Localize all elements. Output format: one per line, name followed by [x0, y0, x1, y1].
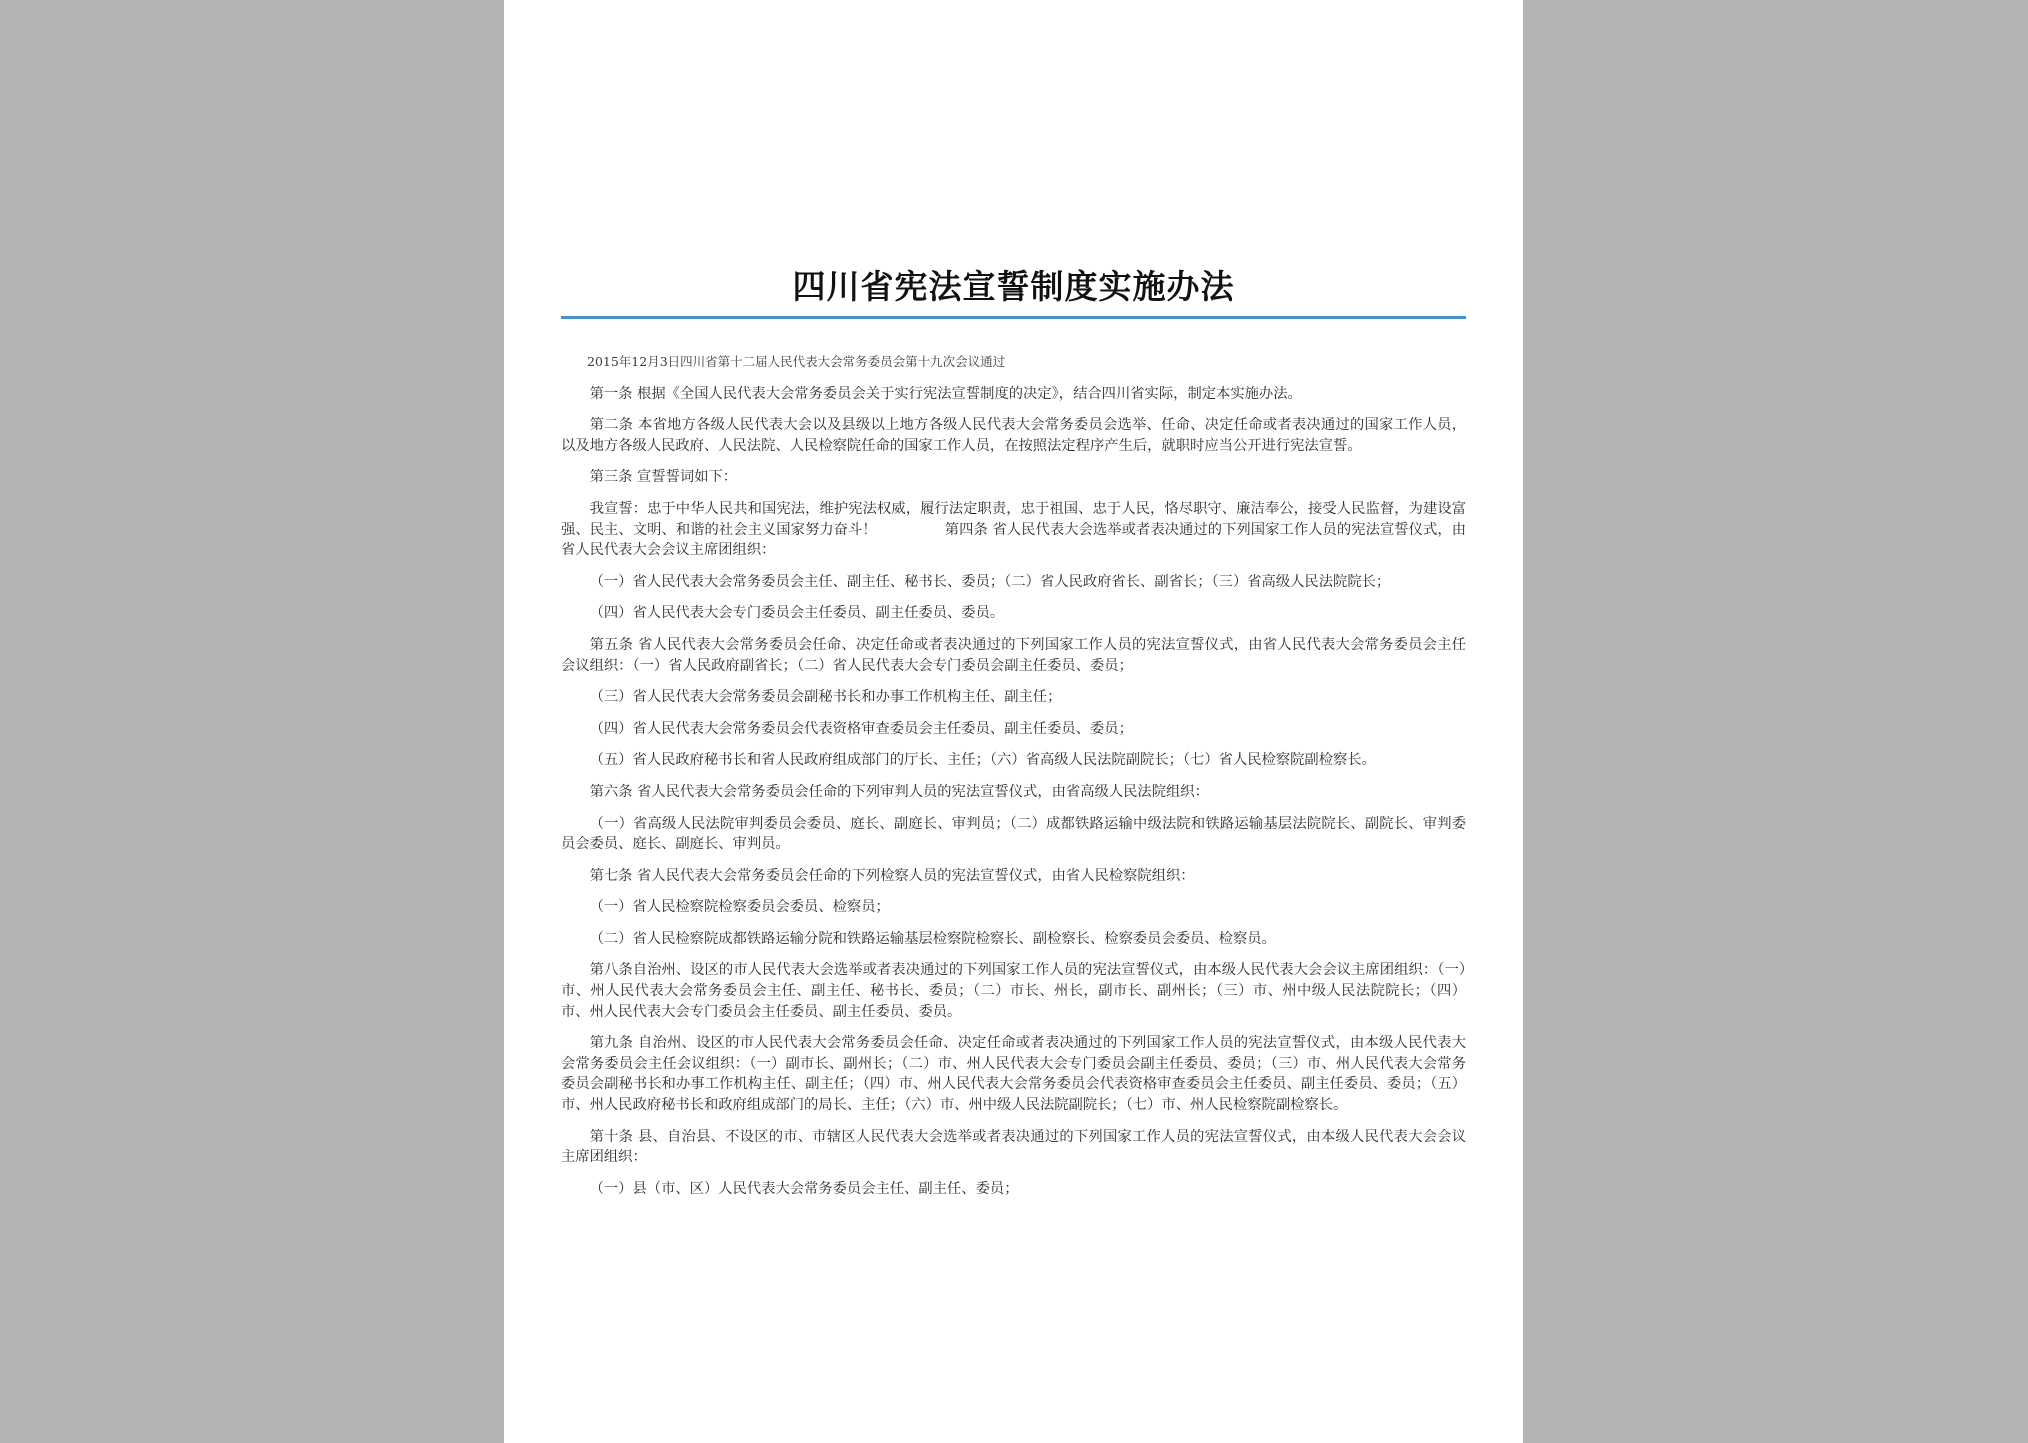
document-body — [561, 352, 1466, 1210]
document-page — [504, 0, 1523, 1443]
adoption-note: 2015年12月3日四川省第十二届人民代表大会常务委员会第十九次会议通过 — [587, 354, 1006, 369]
article-10: 第十条 县、自治县、不设区的市、市辖区人民代表大会选举或者表决通过的下列国家工作人员的宪法宣誓仪式，由本级人民代表大会会议主席团组织： — [561, 1128, 1466, 1166]
article-4-item-4: （四）省人民代表大会专门委员会主任委员、副主任委员、委员。 — [589, 605, 1005, 622]
article-5: 第五条 省人民代表大会常务委员会任命、决定任命或者表决通过的下列国家工作人员的宪法宣誓仪式，由省人民代表大会常务委员会主任会议组织：（一）省人民政府副省长；（二）省人民代表大会专门委员会副主任委员、委员； — [561, 636, 1466, 674]
oath-text: 我宣誓：忠于中华人民共和国宪法，维护宪法权威，履行法定职责，忠于祖国、忠于人民，恪尽职守、廉洁奉公，接受人民监督，为建设富强、民主、文明、和谐的社会主义国家努力奋斗！ — [561, 500, 1466, 538]
article-5-item-3: （三）省人民代表大会常务委员会副秘书长和办事工作机构主任、副主任； — [589, 689, 1062, 706]
article-2: 第二条 本省地方各级人民代表大会以及县级以上地方各级人民代表大会常务委员会选举、任命、决定任命或者表决通过的国家工作人员，以及地方各级人民政府、人民法院、人民检察院任命的国家工作人员，在按照法定程序产生后，就职时应当公开进行宪法宣誓。 — [561, 417, 1466, 454]
article-4: 第四条 省人民代表大会选举或者表决通过的下列国家工作人员的宪法宣誓仪式，由省人民代表大会会议主席团组织： — [561, 521, 1467, 559]
document-title: 四川省宪法宣誓制度实施办法 — [792, 267, 1235, 306]
article-5-item-4: （四）省人民代表大会常务委员会代表资格审查委员会主任委员、副主任委员、委员； — [589, 720, 1133, 737]
article-9: 第九条 自治州、设区的市人民代表大会常务委员会任命、决定任命或者表决通过的下列国家工作人员的宪法宣誓仪式，由本级人民代表大会常务委员会主任会议组织：（一）副市长、副州长；（二）市、州人民代表大会专门委员会副主任委员、委员；（三）市、州人民代表大会常务委员会副秘书长和办事工作机构主任、副主任；（四）市、州人民代表大会常务委员会代表资格审查委员会主任委员、副主任委员、委员；（五）市、州人民政府秘书长和政府组成部门的局长、主任；（六）市、州中级人民法院副院长；（七）市、州人民检察院副检察长。 — [561, 1035, 1466, 1114]
article-8: 第八条自治州、设区的市人民代表大会选举或者表决通过的下列国家工作人员的宪法宣誓仪式，由本级人民代表大会会议主席团组织：（一）市、州人民代表大会常务委员会主任、副主任、秘书长、委员；（二）市长、州长，副市长、副州长；（三）市、州中级人民法院院长；（四）市、州人民代表大会专门委员会主任委员、副主任委员、委员。 — [561, 962, 1466, 1020]
article-6-items: （一）省高级人民法院审判委员会委员、庭长、副庭长、审判员；（二）成都铁路运输中级法院和铁路运输基层法院院长、副院长、审判委员会委员、庭长、副庭长、审判员。 — [561, 815, 1466, 853]
article-6: 第六条 省人民代表大会常务委员会任命的下列审判人员的宪法宣誓仪式，由省高级人民法院组织： — [589, 783, 1209, 800]
article-7-item-1: （一）省人民检察院检察委员会委员、检察员； — [589, 899, 890, 916]
title-divider — [561, 316, 1466, 319]
article-7: 第七条 省人民代表大会常务委员会任命的下列检察人员的宪法宣誓仪式，由省人民检察院组织： — [589, 867, 1195, 884]
article-1: 第一条 根据《全国人民代表大会常务委员会关于实行宪法宣誓制度的决定》，结合四川省实际，制定本实施办法。 — [589, 385, 1302, 402]
article-3: 第三条 宣誓誓词如下： — [589, 469, 738, 486]
oath-and-article-4 — [561, 499, 1466, 561]
article-5-item-5-7: （五）省人民政府秘书长和省人民政府组成部门的厅长、主任；（六）省高级人民法院副院长；（七）省人民检察院副检察长。 — [589, 752, 1376, 769]
article-7-item-2: （二）省人民检察院成都铁路运输分院和铁路运输基层检察院检察长、副检察长、检察委员会委员、检察员。 — [589, 930, 1276, 947]
article-4-item-1-3: （一）省人民代表大会常务委员会主任、副主任、秘书长、委员；（二）省人民政府省长、副省长；（三）省高级人民法院院长； — [589, 573, 1391, 590]
article-10-item-1: （一）县（市、区）人民代表大会常务委员会主任、副主任、委员； — [589, 1180, 1019, 1197]
